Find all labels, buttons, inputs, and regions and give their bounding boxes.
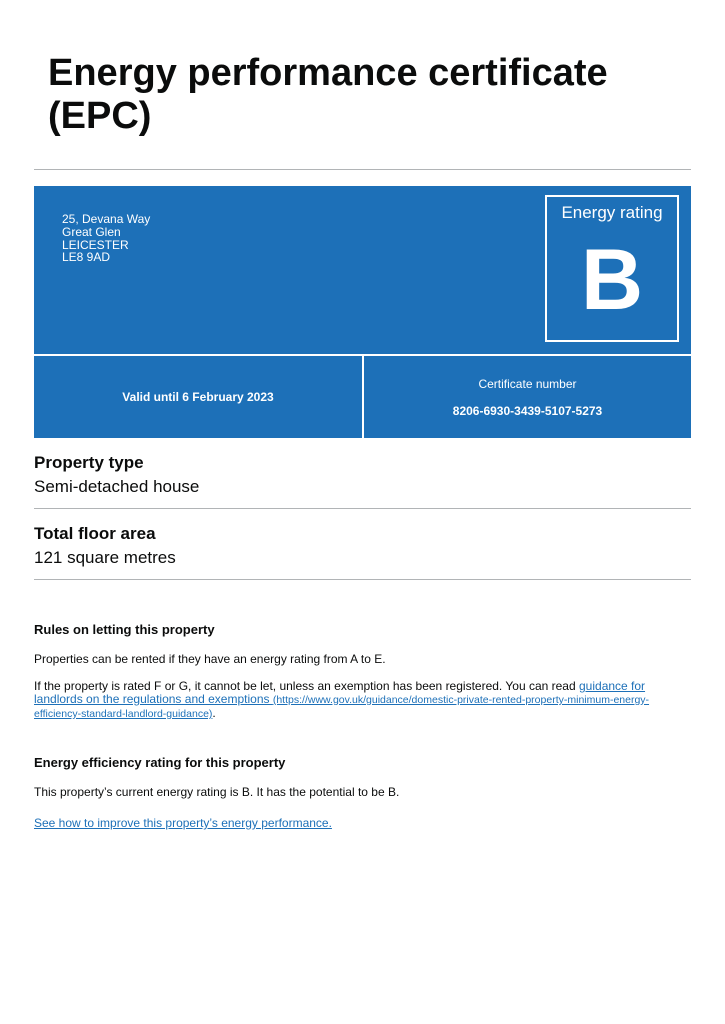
title-divider — [34, 169, 691, 170]
efficiency-heading: Energy efficiency rating for this property — [34, 755, 286, 770]
address-line-2: Great Glen — [62, 224, 121, 239]
property-type-value: Semi-detached house — [34, 477, 200, 496]
improve-performance-paragraph — [34, 817, 694, 830]
letting-rules-heading: Rules on letting this property — [34, 622, 215, 637]
certificate-number-value: 8206-6930-3439-5107-5273 — [452, 404, 603, 418]
improve-performance-link[interactable]: See how to improve this property’s energy performance. — [34, 816, 332, 830]
page-title: Energy performance certificate (EPC) — [48, 52, 608, 137]
energy-rating-box — [545, 195, 679, 342]
address-line-1: 25, Devana Way — [62, 212, 151, 226]
letting-rules-paragraph-2: If the property is rated F or G, it cannot be let, unless an exemption has been registered. You can read guidance for landlords on the regulations and exemptions (https://www.gov.uk/guidance/domestic-private-rented-property-minimum-energy-efficiency-standard-landlord-guidance). — [34, 679, 650, 720]
certificate-panel — [364, 356, 691, 438]
floor-area-value: 121 square metres — [34, 548, 176, 567]
property-address — [62, 213, 150, 264]
letting-rules-paragraph-1: Properties can be rented if they have an energy rating from A to E. — [34, 652, 386, 666]
address-postcode: LE8 9AD — [62, 250, 111, 265]
summary-divider-2 — [34, 579, 691, 580]
address-line-3: LEICESTER — [62, 237, 129, 252]
landlord-guidance-url: (https://www.gov.uk/guidance/domestic-private-rented-property-minimum-energy-efficiency-standard-landlord-guidance) — [34, 694, 650, 720]
landlord-guidance-link[interactable]: guidance for landlords on the regulations and exemptions (https://www.gov.uk/guidance/domestic-private-rented-property-minimum-energy-efficiency-standard-landlord-guidance) — [34, 679, 650, 720]
energy-rating-letter: B — [580, 232, 644, 328]
valid-until-text: Valid until 6 February 2023 — [122, 390, 274, 404]
validity-panel — [34, 356, 362, 438]
floor-area-label: Total floor area — [34, 524, 156, 543]
letting-rules-text: If the property is rated F or G, it cannot be let, unless an exemption has been registered. You can read — [34, 679, 579, 693]
efficiency-text: This property’s current energy rating is B. It has the potential to be B. — [34, 785, 400, 799]
address-panel — [34, 186, 691, 354]
certificate-number-label: Certificate number — [478, 377, 577, 391]
property-type-label: Property type — [34, 453, 144, 472]
summary-divider-1 — [34, 508, 691, 509]
energy-rating-label: Energy rating — [561, 203, 663, 222]
